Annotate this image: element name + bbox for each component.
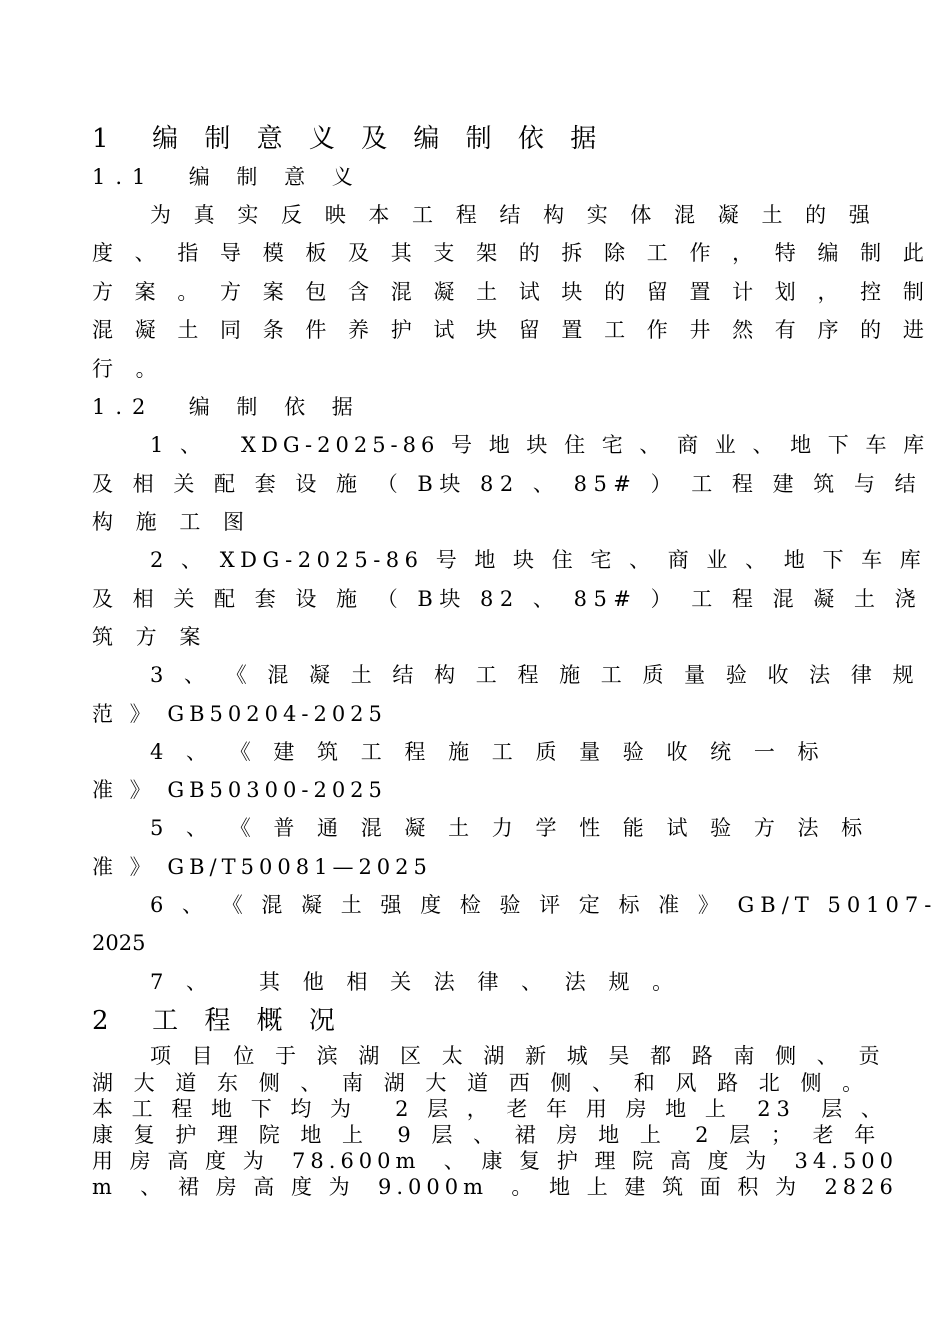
- reference-line: 2 、 XDG-2025-86 号 地 块 住 宅 、 商 业 、 地 下 车 库: [150, 548, 927, 572]
- reference-line: 准 》 GB/T50081—2025: [92, 855, 432, 879]
- overview-line: 康 复 护 理 院 地 上 9 层 、 裙 房 地 上 2 层 ； 老 年: [92, 1123, 883, 1147]
- paragraph-line: 混 凝 土 同 条 件 养 护 试 块 留 置 工 作 井 然 有 序 的 进: [92, 318, 932, 342]
- paragraph-line: 行 。: [92, 357, 165, 381]
- paragraph-line: 为 真 实 反 映 本 工 程 结 构 实 体 混 凝 土 的 强: [150, 203, 878, 227]
- reference-line: 及 相 关 配 套 设 施 （ B块 82 、 85# ） 工 程 建 筑 与 结: [92, 472, 923, 496]
- reference-line: 及 相 关 配 套 设 施 （ B块 82 、 85# ） 工 程 混 凝 土 浇: [92, 587, 923, 611]
- reference-line: 3 、 《 混 凝 土 结 构 工 程 施 工 质 量 验 收 法 律 规: [150, 663, 921, 687]
- overview-line: 用 房 高 度 为 78.600m 、 康 复 护 理 院 高 度 为 34.500: [92, 1149, 899, 1173]
- paragraph-line: 度 、 指 导 模 板 及 其 支 架 的 拆 除 工 作 ， 特 编 制 此: [92, 241, 932, 265]
- overview-line: m 、 裙 房 高 度 为 9.000m 。 地 上 建 筑 面 积 为 2826: [92, 1175, 898, 1199]
- reference-line: 5 、 《 普 通 混 凝 土 力 学 性 能 试 验 方 法 标: [150, 816, 871, 840]
- reference-line: 6 、 《 混 凝 土 强 度 检 验 评 定 标 准 》 GB/T 50107-: [150, 893, 938, 917]
- reference-line: 准 》 GB50300-2025: [92, 778, 387, 802]
- heading-2: 2 工 程 概 况: [92, 1006, 344, 1036]
- overview-line: 项 目 位 于 滨 湖 区 太 湖 新 城 吴 都 路 南 侧 、 贡: [150, 1044, 887, 1068]
- reference-line: 筑 方 案: [92, 625, 209, 649]
- heading-1: 1 编 制 意 义 及 编 制 依 据: [92, 124, 606, 154]
- reference-line: 构 施 工 图: [92, 510, 253, 534]
- reference-line: 2025: [92, 931, 146, 955]
- reference-line: 7 、 其 他 相 关 法 律 、 法 规 。: [150, 970, 682, 994]
- heading-1-1: 1.1 编 制 意 义: [92, 165, 363, 189]
- paragraph-line: 方 案 。 方 案 包 含 混 凝 土 试 块 的 留 置 计 划 ， 控 制: [92, 280, 932, 304]
- heading-1-2: 1.2 编 制 依 据: [92, 395, 363, 419]
- reference-line: 4 、 《 建 筑 工 程 施 工 质 量 验 收 统 一 标: [150, 740, 827, 764]
- overview-line: 湖 大 道 东 侧 、 南 湖 大 道 西 侧 、 和 风 路 北 侧 。: [92, 1071, 871, 1095]
- reference-line: 范 》 GB50204-2025: [92, 702, 387, 726]
- reference-line: 1 、 XDG-2025-86 号 地 块 住 宅 、 商 业 、 地 下 车 库: [150, 433, 930, 457]
- overview-line: 本 工 程 地 下 均 为 2 层 ， 老 年 用 房 地 上 23 层 、: [92, 1097, 888, 1121]
